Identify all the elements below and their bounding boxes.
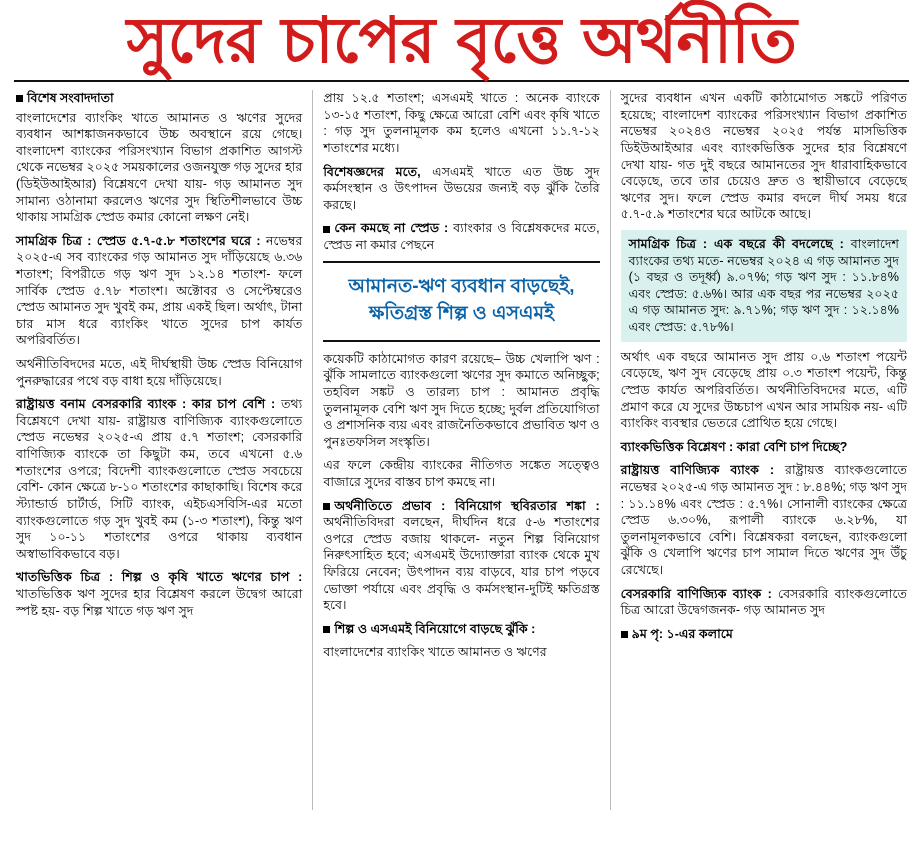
section-heading-text: শিল্প ও এসএমই বিনিয়োগে বাড়ছে ঝুঁকি :: [334, 621, 536, 636]
paragraph: [323, 220, 599, 253]
jump-line: [621, 626, 907, 643]
paragraph: অর্থাৎ এক বছরে আমানত সুদ প্রায় ০.৬ শতাংশ পয়েন্ট বেড়েছে, ঋণ সুদ বেড়েছে প্রায় ০.৩ শতাংশ পয়েন্ট, কিন্তু স্প্রেড কার্যত অপরিবর্তিত। অর্থনীতিবিদদের মতে, এটি প্রমাণ করে যে সুদের উচ্চচাপ এখন আর সাময়িক নয়- এটি ব্যাংকিং ব্যবস্থার ভেতরে প্রোথিত হয়ে গেছে।: [620, 349, 907, 431]
section-heading: সামগ্রিক চিত্র : স্প্রেড ৫.৭-৫.৮ শতাংশের ঘরে :: [16, 233, 261, 248]
section-heading-text: কেন কমছে না স্প্রেড :: [334, 221, 449, 236]
paragraph: [621, 439, 907, 456]
paragraph-text: রাষ্ট্রায়ত্ত ব্যাংকগুলোতে নভেম্বর ২০২৫-এ গড় আমানত সুদ : ৮.৪৪%; গড় ঋণ সুদ : ১১.১৪% এবং স্প্রেড : ৫.৭%। সোনালী ব্যাংকের ক্ষেত্রে স্প্রেড ৬.৩০%, রূপালী ব্যাংকে ৬.২৮%, যা তুলনামূলকভাবে বেশি। বিশ্লেষকরা বলছেন, ব্যাংকগুলো ঝুঁকি ও খেলাপি ঋণের চাপ সামাল দিতে ঋণের সুদ উঁচু রেখেছে।: [620, 463, 907, 577]
paragraph: বাংলাদেশের ব্যাংকিং খাতে আমানত ও ঋণের: [323, 645, 547, 660]
bullet-square-icon: [323, 226, 330, 233]
bullet-square-icon: [621, 631, 628, 638]
paragraph: [323, 621, 599, 638]
paragraph: [621, 586, 907, 619]
paragraph: সুদের ব্যবধান এখন একটি কাঠামোগত সঙ্কটে পরিণত হয়েছে; বাংলাদেশ ব্যাংকের পরিসংখ্যান বিভাগ প্রকাশিত নভেম্বর ২০২৪ও নভেম্বর ২০২৫ পর্যন্ত মাসভিত্তিক ডিইউআইআর এবং ব্যাংকভিত্তিক সুদের হার বিশ্লেষণে দেখা যায়- গত দুই বছরে আমানতের সুদ ধারাবাহিকভাবে বেড়েছে, তবে তার চেয়েও দ্রুত ও স্থায়ীভাবে বেড়েছে ঋণের সুদ। ফলে স্প্রেড কমার বদলে দীর্ঘ সময় ধরে ৫.৭-৫.৯ শতাংশের ঘরে আটকে আছে।: [620, 91, 907, 222]
byline: [16, 90, 302, 106]
paragraph: [16, 233, 302, 349]
jump-line-text: ৯ম পৃ: ১-এর কলামে: [631, 626, 733, 641]
section-heading: সামগ্রিক চিত্র : এক বছরে কী বদলেছে :: [628, 237, 844, 252]
paragraph-text: বেসরকারি ব্যাংকগুলোতে চিত্র আরো উদ্বেগজনক- গড় আমানত সুদ: [620, 586, 907, 618]
paragraph: অর্থনীতিবিদদের মতে, এই দীর্ঘস্থায়ী উচ্চ স্প্রেড বিনিয়োগ পুনরুদ্ধারের পথে বড় বাধা হয়ে দাঁড়িয়েছে।: [16, 357, 303, 388]
section-heading: বেসরকারি বাণিজ্যিক ব্যাংক :: [620, 586, 772, 601]
section-heading: রাষ্ট্রায়ত্ত বনাম বেসরকারি ব্যাংক : কার চাপ বেশি :: [16, 397, 276, 412]
paragraph-text: অর্থনীতিবিদরা বলছেন, দীর্ঘদিন ধরে ৫-৬ শতাংশের ওপরে স্প্রেড বজায় থাকলে- নতুন শিল্প বিনিয়োগ নিরুৎসাহিত হবে; এসএমই উদ্যোক্তারা ব্যাংক থেকে মুখ ফিরিয়ে নেবেন; উৎপাদন ব্যয় বাড়বে, যার চাপ পড়বে ভোক্তা পর্যায়ে এবং প্রবৃদ্ধি ও কর্মসংস্থান-দুটিই ক্ষতিগ্রস্ত হবে।: [323, 515, 600, 613]
paragraph: [16, 396, 302, 562]
paragraph: বাংলাদেশের ব্যাংকিং খাতে আমানত ও ঋণের সুদের ব্যবধান আশঙ্কাজনকভাবে উচ্চ অবস্থানে রয়ে গেছে। বাংলাদেশ ব্যাংকের পরিসংখ্যান বিভাগ প্রকাশিত আগস্ট থেকে নভেম্বর ২০২৫ সময়কালের ওজনযুক্ত গড় সুদের হার (ডিইউআইআর) বিশ্লেষণে দেখা যায়- গড় আমানত সুদ সামান্য ওঠানামা করলেও ঋণের সুদ স্থিতিশীলভাবে উচ্চ থাকায় সামগ্রিক স্প্রেড কমার কোনো লক্ষণ নেই।: [16, 110, 303, 225]
newspaper-page: [0, 4, 923, 863]
column-1: [14, 90, 312, 810]
section-heading: বিশেষজ্ঞদের মতে,: [323, 164, 421, 179]
paragraph: [621, 462, 907, 578]
section-heading: [323, 221, 448, 235]
byline-text: বিশেষ সংবাদদাতা: [27, 91, 114, 106]
pull-quote: আমানত-ঋণ ব্যবধান বাড়ছেই, ক্ষতিগ্রস্ত শিল্প ও এসএমই: [323, 261, 599, 342]
section-heading: [323, 622, 535, 636]
paragraph-text: এসএমই খাতে এত উচ্চ সুদ কর্মসংস্থান ও উৎপাদন উভয়ের জন্যই বড় ঝুঁকি তৈরি করছে।: [323, 164, 600, 212]
highlight-box: [621, 230, 907, 342]
article-columns: [14, 90, 909, 810]
paragraph-text: ব্যাংকার ও বিশ্লেষকদের মতে, স্প্রেড না কমার পেছনে: [323, 221, 600, 253]
section-heading-text: অর্থনীতিতে প্রভাব : বিনিয়োগ স্থবিরতার শঙ্কা :: [334, 498, 600, 513]
paragraph-text: নভেম্বর ২০২৫-এ সব ব্যাংকের গড় আমানত সুদ দাঁড়িয়েছে ৬.৩৬ শতাংশ; বিপরীতে গড় ঋণ সুদ ১২.১৪ শতাংশ- ফলে সার্বিক স্প্রেড ৫.৭৮ শতাংশ। অক্টোবর ও সেপ্টেম্বরেও স্প্রেড আমানত সুদ খুবই কম, প্রায় একই ছিল। অর্থাৎ, টানা চার মাস ধরে ব্যাংকিং খাতে সুদের চাপ কার্যত অপরিবর্তিত।: [16, 233, 303, 348]
paragraph-text: তথ্য বিশ্লেষণে দেখা যায়- রাষ্ট্রায়ত্ত বাণিজ্যিক ব্যাংকগুলোতে স্প্রেড নভেম্বর ২০২৫-এ প্রায় ৫.৭ শতাংশ; বেসরকারি বাণিজ্যিক ব্যাংকে তা কিছুটা কম, তবে এখনো ৫.৬ শতাংশের ওপরে; বিদেশী ব্যাংকগুলোতে স্প্রেড সবচেয়ে বেশি- কোন ক্ষেত্রে ৮-১০ শতাংশের কাছাকাছি। বিশেষ করে স্ট্যান্ডার্ড চার্টার্ড, সিটি ব্যাংক, এইচএসবিসি-এর মতো ব্যাংকগুলোতে গড় সুদ খুবই কম (১-৩ শতাংশ), কিন্তু ঋণ সুদ ১০-১১ শতাংশের ওপরে থাকায় ব্যবধান অস্বাভাবিকভাবে বড়।: [16, 397, 303, 561]
column-3: [611, 90, 909, 810]
paragraph: [323, 498, 599, 614]
bullet-square-icon: [323, 626, 330, 633]
column-2: [312, 90, 610, 810]
paragraph-text: বাংলাদেশ ব্যাংকের তথ্য মতে- নভেম্বর ২০২৪ এ গড় আমানত সুদ (১ বছর ও তদূর্ধ্ব) ৯.০৭%; গড় ঋণ সুদ : ১১.৮৪% এবং স্প্রেড: ৫.৬%। আর এক বছর পর নভেম্বর ২০২৫ এ গড় আমানত সুদ: ৯.৭১%; গড় ঋণ সুদ : ১২.১৪% এবং স্প্রেড: ৫.৭৮%।: [628, 237, 899, 335]
paragraph: [16, 569, 302, 619]
section-heading: ব্যাংকভিত্তিক বিশ্লেষণ : কারা বেশি চাপ দিচ্ছে?: [620, 439, 848, 454]
paragraph: [323, 164, 599, 214]
section-heading: [323, 499, 599, 513]
page-title: সুদের চাপের বৃত্তে অর্থনীতি: [126, 4, 797, 77]
section-heading: রাষ্ট্রায়ত্ত বাণিজ্যিক ব্যাংক :: [620, 463, 775, 478]
section-heading: খাতভিত্তিক চিত্র : শিল্প ও কৃষি খাতে ঋণের চাপ :: [16, 570, 303, 585]
bullet-square-icon: [323, 503, 330, 510]
title-divider: [14, 80, 909, 82]
bullet-square-icon: [16, 95, 23, 102]
paragraph: এর ফলে কেন্দ্রীয় ব্যাংকের নীতিগত সঙ্কেত সত্ত্বেও বাজারে সুদের বাস্তব চাপ কমছে না।: [323, 458, 600, 489]
paragraph: কয়েকটি কাঠামোগত কারণ রয়েছে– উচ্চ খেলাপি ঋণ : ঝুঁকি সামলাতে ব্যাংকগুলো ঋণের সুদ কমাতে অনিচ্ছুক; তহবিল সঙ্কট ও তারল্য চাপ : আমানত প্রবৃদ্ধি তুলনামূলক বেশি ঋণ সুদ দিতে হচ্ছে; দুর্বল প্রতিযোগিতা ও প্রশাসনিক ব্যয় এবং রাজনৈতিকভাবে প্রভাবিত ঋণ ও পুনঃতফসিল সংস্কৃতি।: [323, 351, 600, 449]
paragraph-text: খাতভিত্তিক ঋণ সুদের হার বিশ্লেষণ করলে উদ্বেগ আরো স্পষ্ট হয়- বড় শিল্প খাতে গড় ঋণ সুদ: [16, 586, 303, 618]
paragraph: প্রায় ১২.৫ শতাংশ; এসএমই খাতে : অনেক ব্যাংকে ১৩-১৫ শতাংশ, কিছু ক্ষেত্রে আরো বেশি এবং কৃষি খাতে : গড় সুদ তুলনামূলক কম হলেও এখনো ১১.৭-১২ শতাংশের মধ্যে।: [323, 91, 600, 155]
